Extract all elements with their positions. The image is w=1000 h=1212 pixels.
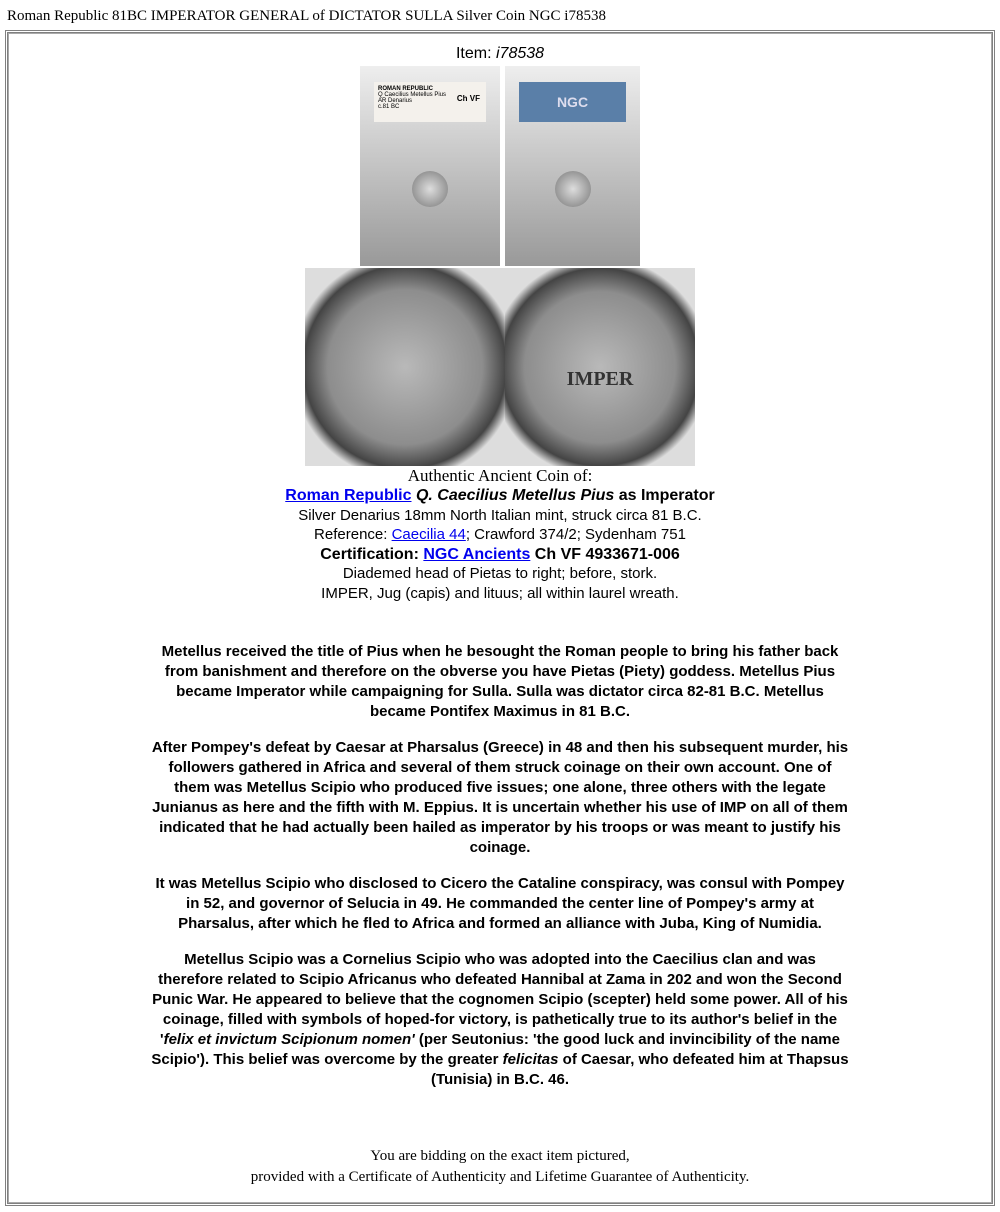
- denomination-line: Silver Denarius 18mm North Italian mint, struck circa 81 B.C.: [298, 506, 702, 524]
- ruler-name: Q. Caecilius Metellus Pius: [415, 487, 615, 504]
- slab-label: [374, 82, 486, 122]
- slab-label-line: ROMAN REPUBLIC: [378, 86, 433, 92]
- text: Metellus Scipio was a Cornelius Scipio who was adopted into the Caecilius clan and was therefore related to Scipio Africanus who defeated Hannibal at Zama in 202 and won the Second Punic War. He appeared to believe that the cognomen Scipio (scepter) held some power. All of his coinage, filled with symbols of hoped-for victory, is pathetically true to its author's belief in the ': [152, 951, 848, 1048]
- info-heading: Authentic Ancient Coin of:: [407, 466, 593, 485]
- certification-label: Certification:: [320, 545, 424, 563]
- item-label: Item:: [455, 45, 496, 62]
- description-paragraph: Metellus received the title of Pius when he besought the Roman people to bring his father back from banishment and therefore on the obverse you have Pietas (Piety) goddess. Metellus Pius became Imperator while campaigning for Sulla. Sulla was dictator circa 82-81 B.C. Metellus became Pontifex Maximus in 81 B.C.: [161, 643, 839, 720]
- description-paragraph: [150, 950, 850, 1090]
- item-number: [0, 45, 1000, 63]
- slab-label-line: Q Caecilius Metellus Pius: [378, 92, 447, 98]
- reference-rest: ; Crawford 374/2; Sydenham 751: [465, 526, 686, 543]
- page-title: Roman Republic 81BC IMPERATOR GENERAL of DICTATOR SULLA Silver Coin NGC i78538: [7, 8, 606, 24]
- reference-label: Reference:: [314, 526, 392, 543]
- reverse-description: IMPER, Jug (capis) and lituus; all within laurel wreath.: [321, 584, 679, 602]
- term: felicitas: [502, 1051, 559, 1068]
- text: (per Seutonius: 'the good luck and invincibility of the name Scipio'). This belief was overcome by the greater: [151, 1031, 840, 1068]
- coin-reverse-image: [505, 268, 695, 466]
- roman-republic-link[interactable]: Roman Republic: [285, 487, 412, 504]
- text: of Caesar, who defeated him at Thapsus (Tunisia) in B.C. 46.: [430, 1051, 849, 1088]
- slab-label-line: AR Denarius: [378, 98, 413, 104]
- slab-grade: Ch VF: [456, 94, 480, 103]
- coin-legend: IMPER: [566, 368, 634, 390]
- footer: [0, 1146, 1000, 1188]
- certification-value: Ch VF 4933671-006: [530, 545, 680, 563]
- slab-coin: [555, 171, 591, 207]
- coin-obverse-image: [305, 268, 505, 466]
- description-paragraph: It was Metellus Scipio who disclosed to Cicero the Cataline conspiracy, was consul with Pompey in 52, and governor of Selucia in 49. He commanded the center line of Pompey's army at Pharsalus, after which he fled to Africa and formed an alliance with Juba, King of Numidia.: [155, 875, 845, 932]
- ngc-ancients-link[interactable]: NGC Ancients: [423, 545, 531, 563]
- caecilia-reference-link[interactable]: Caecilia 44: [391, 526, 466, 543]
- slab-coin: [412, 171, 448, 207]
- description: [150, 642, 850, 1106]
- footer-line: You are bidding on the exact item pictured,: [370, 1148, 630, 1164]
- ruler-suffix: as Imperator: [614, 487, 715, 504]
- coin-info: [0, 466, 1000, 603]
- quote: felix et invictum Scipionum nomen': [163, 1031, 415, 1048]
- obverse-description: Diademed head of Pietas to right; before, stork.: [342, 565, 658, 582]
- ngc-slab-reverse-image: [505, 66, 640, 266]
- ngc-hologram: NGC: [519, 82, 626, 122]
- footer-line: provided with a Certificate of Authenticity and Lifetime Guarantee of Authenticity.: [250, 1169, 750, 1185]
- ngc-slab-obverse-image: [360, 66, 500, 266]
- description-paragraph: After Pompey's defeat by Caesar at Pharsalus (Greece) in 48 and then his subsequent murder, his followers gathered in Africa and several of them struck coinage on their own account. One of them was Metellus Scipio who produced five issues; one alone, three others with the legate Junianus as here and the fifth with M. Eppius. It is uncertain whether his use of IMP on all of them indicated that he had actually been hailed as imperator by his troops or was meant to justify his coinage.: [151, 739, 849, 856]
- slab-label-line: c.81 BC: [378, 104, 400, 110]
- item-id: i78538: [495, 45, 545, 62]
